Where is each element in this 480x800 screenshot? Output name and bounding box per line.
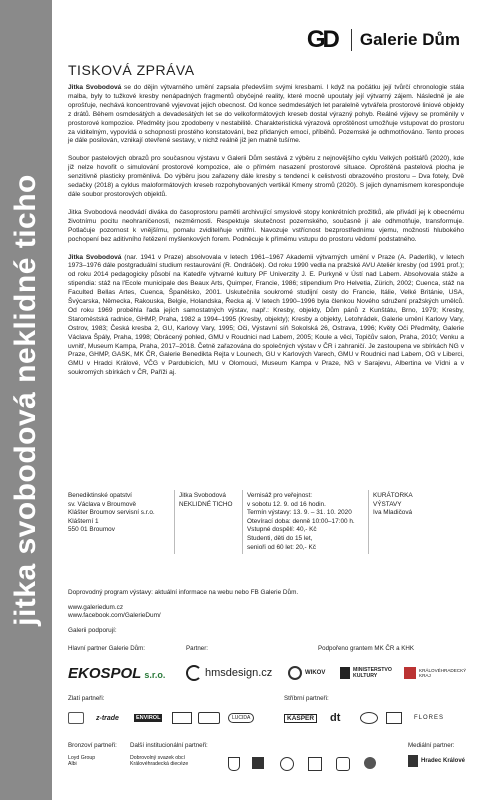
wikov-icon xyxy=(288,666,302,680)
partner-oval-icon xyxy=(360,712,378,724)
exhibition-title: Jitka Svobodová NEKLIDNÉ TICHO xyxy=(174,490,242,554)
exhibition-info xyxy=(68,490,464,554)
supporters-label: Galerii podporují: xyxy=(68,626,117,634)
dt-logo: dt xyxy=(330,712,341,724)
paragraph-biography: Jitka Svobodová (nar. 1941 v Praze) absolvovala v letech 1961–1967 Akademii výtvarných umění v Praze (A. Paderlík), v letech 1973–1976 dále postgraduální studium restaurování (R. Ondráček). Od roku 1990 vedla na pražské AVU Ateliér kresby (od 1991 prof.); od roku 2014 pedagogicky působí na Katedře výtvarné kultury PF Univerzity J. E. Purkyně v Ústí nad Labem. Absolvovala stáže a stipendia: stáž na l'Ecole municipale des Beaux Arts, Quimper, Francie, 1986; stipendium Pro Helvetia, Zürich, 2002; Cuenca, stáž na Faculted Bellas Artes, Cuenca, Španělsko, 2001. Uskutečnila soukromé studijní cesty do Francie, Itálie, Velké Británie, USA, Švýcarska, Německa, Rakouska, Belgie, Holandska, Řecka aj. V letech 1990–1996 byla členkou Nového sdružení pražských umělců. Od roku 1969 proběhla řada jejích samostatných výstav, např.: Kresby, objekty, Dům pánů z Kunštátu, Brno, 1979; Kresby, Staroměstská radnice, GHMP, Praha, 1982 a 1994–1995 (Kresby, objekty); Kresby a objekty, Letohrádek, Galerie umění Karlovy Vary, Ostrov, 1983; Česká kresba 2, GU, Karlovy Vary, 1995; Oči, Výstavní síň Sokolská 26, Ostrava, 1996; Květy Oči Předměty, Galerie Václava Špály, Praha, 1998; Obrácený pohled, GMU v Roudnici nad Labem, 2005; Koule a věci, Topičův salon, Praha, 2010; Venku a uvnitř, Museum Kampa, Praha, 2017–2018. Četně zařazována do společných výstav v ČR i zahraničí. Je zastoupena ve sbírkách NG v Praze, GHMP, GASK, MK ČR, Galerie Benedikta Rejta v Lounech, GU v Karlových Varech, GMU v Roudnici nad Labem, OG v Liberci, GMU v Hradci Králové, VČG v Pardubicích, MU v Olomouci, Museum Kampa v Praze, NG v Sarajevu, Albertina ve Vídni a v soukromých sbírkách v ČR, Paříži aj. xyxy=(68,253,465,377)
media-partner-label: Mediální partner: xyxy=(408,742,455,749)
brand-name: Galerie Dům xyxy=(359,30,460,49)
partner-emblem-icon xyxy=(68,712,84,724)
city-emblem-icon xyxy=(408,755,418,767)
hradec-kralove-logo: Hradec Králové xyxy=(408,755,465,767)
institution-square-icon xyxy=(308,757,322,771)
paragraph-intro: Jitka Svobodová se do dějin výtvarného umění zapsala především svými kresbami. I když na počátku její tvůrčí chronologie stála malba, byly to tužkové kresby nenápadných fragmentů obyčejné reality, které mocně upoutaly její výtvarný zájem. Následně je ale oprošťuje, nechává koncentrovaně vyjevovat jejich obecnost. Od konce sedmdesátých let paralelně vytvářela prostorové liniové objekty z drátů. Během osmdesátých a devadesátých let se do velkoformátových kreseb dostal výrazný pohyb. Reálné výjevy se proměnily v prostorové kompozice. Předměty jsou zpodobeny v nestabilitě. Charakteristická výrazová oproštěnost umožňuje vstupovat do prostoru za viditelným, vypovídá o schopnosti prostého konstatování, bez přidaných emocí, příběhů. Pozemské je odhmotňováno. Tento proces je dále posilován, vznikají otevřené sestavy, v nichž reálně již jen matně tušíme. xyxy=(68,84,464,145)
program-note: Doprovodný program výstavy: aktuální informace na webu nebo FB Galerie Dům. xyxy=(68,589,299,596)
hmsdesign-logo: hmsdesign.cz xyxy=(186,665,272,681)
partner-square-icon xyxy=(386,712,402,724)
curator-info: KURÁTORKA VÝSTAVY Iva Mladičová xyxy=(368,490,464,554)
partner-badge-icon xyxy=(198,712,220,724)
kasper-logo: KASPER xyxy=(284,714,317,723)
hmsdesign-icon xyxy=(186,665,202,681)
wikov-logo: WIKOV xyxy=(288,666,325,680)
main-partner-label: Hlavní partner Galerie Dům: xyxy=(68,645,146,652)
bronze-partners-label: Bronzoví partneři: xyxy=(68,742,117,749)
sidebar-title: jitka svobodová neklidné ticho xyxy=(9,174,42,626)
ministry-icon xyxy=(340,667,350,679)
logo-row-bottom xyxy=(68,755,464,785)
paragraph-exhibition: Soubor pastelových obrazů pro současnou výstavu v Galerii Dům sestává z výběru z nejnovějšího cyklu Velkých polštářů (2020), kde již nelze hovořit o simulování prostorové kompozice, ale o přímém nasazení prostorové situace. Oproštěná pastelová plocha je senzitivně plasticky proměnlivá. Do výběru jsou zařazeny dále kresby s tendencí k celistvosti obrazového prostoru – Dva fotely, Dvě sedačky (2018) a cyklus maloformátových kreseb rozpohybovaných vertikál Kmeny stromů (2020). S jejich dynamismem koresponduje dále soubor prostorových objektů. xyxy=(68,155,464,198)
ztrade-logo: z-trade xyxy=(96,714,119,722)
sidebar-band xyxy=(0,0,52,800)
ministry-logo: MINISTERSTVO KULTURY xyxy=(340,667,397,680)
institution-emblem-icon xyxy=(336,757,350,771)
paragraph-concept: Jitka Svobodová neodvádí diváka do časoprostoru paměti archivující smyslově stopy konkrétních prožitků, ale přivádí jej k obecnému životnímu pocitu neohraničenosti, nezměrnosti. Respektuje skutečnost pozemského, současně ji ale odhmotňuje, transformuje. Potlačuje pozornost k vnějšímu, pomalu zviditelňuje vnitřní. Navozuje vstřícnost bezprostřednímu vjemu, možnosti hlubokého pochopení bez aditivního řetězení myšlenkových forem. Podněcuje k přímému vstupu do prostoru vědomí podstatného. xyxy=(68,208,464,243)
lucida-logo: LUCIDA xyxy=(228,713,254,723)
envirol-logo: ENVIROL xyxy=(136,715,161,721)
ekospol-logo: EKOSPOL s.r.o. xyxy=(68,664,166,682)
logo-row-partners xyxy=(68,710,464,726)
page-title: TISKOVÁ ZPRÁVA xyxy=(68,62,195,78)
artist-name: Jitka Svobodová xyxy=(68,84,122,91)
crest-icon xyxy=(228,757,240,771)
brand-mark: GD xyxy=(306,26,337,53)
exhibition-schedule: Vernisáž pro veřejnost: v sobotu 12. 9. od 16 hodin. Termín výstavy: 13. 9. – 31. 10. 2020 Otevírací doba: denně 10:00–17:00 h. Vstupné dospělí: 40,- Kč Studenti, děti do 15 let, senioři od 60 let: 20,- Kč xyxy=(242,490,368,554)
institution-logo-icon xyxy=(364,757,376,769)
logo-row-main xyxy=(68,662,467,684)
partner-label: Partner: xyxy=(186,645,209,652)
bronze-partners-list: Loyd Group Albi xyxy=(68,755,96,768)
institution-b-icon xyxy=(252,757,264,769)
region-emblem-icon xyxy=(404,667,416,679)
partner-box-icon xyxy=(172,712,192,724)
region-logo: KRÁLOVÉHRADECKÝ KRAJ xyxy=(404,667,465,679)
brand-separator xyxy=(351,29,352,51)
institution-seal-icon xyxy=(280,757,294,771)
institutional-partners-label: Další institucionální partneři: xyxy=(130,742,208,749)
footer xyxy=(68,589,464,635)
facebook-link[interactable]: www.facebook.com/GalerieDum/ xyxy=(68,612,161,619)
website-link[interactable]: www.galeriedum.cz xyxy=(68,603,124,611)
ministry-grant-label: Podpořeno grantem MK ČR a KHK xyxy=(318,645,414,652)
artist-name: Jitka Svobodová xyxy=(68,253,122,261)
venue-address: Benediktinské opatství sv. Václava v Broumově Klášter Broumov servisní s.r.o. Klášterní 1 550 01 Broumov xyxy=(68,492,155,534)
gold-partners-label: Zlatí partneři: xyxy=(68,695,105,702)
silver-partners-label: Stříbrní partneři: xyxy=(284,695,329,702)
flores-logo: FLORES xyxy=(414,715,445,721)
brand-logo xyxy=(307,26,460,54)
press-release-body xyxy=(68,62,464,387)
institutional-partners-list: Dobrovolný svazek obcí Královéhradecká diecéze xyxy=(130,755,189,768)
